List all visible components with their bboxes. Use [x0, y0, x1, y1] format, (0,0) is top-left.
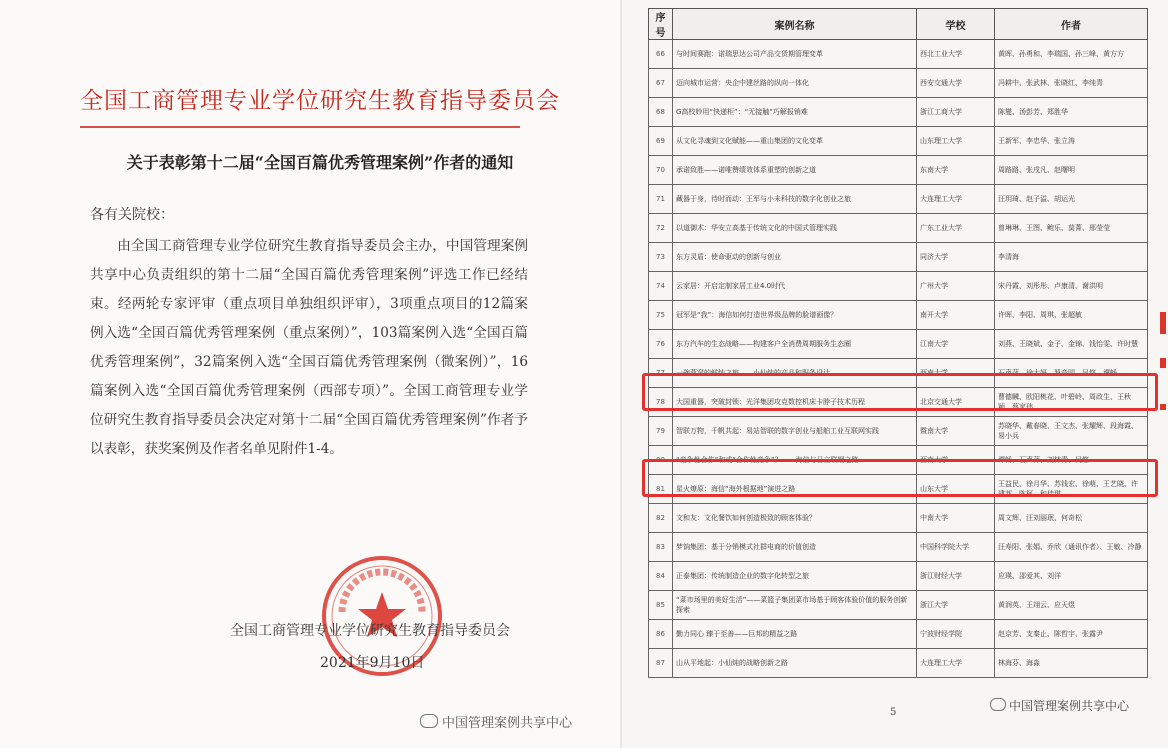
cell-no: 76	[649, 330, 673, 359]
cell-authors: 汪玥琦、赵子溢、胡运光	[995, 185, 1148, 214]
cell-title: 云家居：开启定制家居工业4.0时代	[673, 272, 917, 301]
cell-no: 84	[649, 562, 673, 591]
table-row	[649, 185, 1148, 214]
cell-school: 南开大学	[917, 301, 995, 330]
cell-authors: 王新军、李忠华、张立涛	[995, 127, 1148, 156]
cell-no: 81	[649, 475, 673, 504]
table-row	[649, 40, 1148, 69]
cell-authors: 应瑛、邵爱其、刘洋	[995, 562, 1148, 591]
cell-no: 78	[649, 388, 673, 417]
cell-authors: 苏晓华、戴春晓、王文杰、张耀辉、段海霞、易小兵	[995, 417, 1148, 446]
table-row	[649, 649, 1148, 678]
header-school: 学校	[917, 9, 995, 40]
cell-no: 66	[649, 40, 673, 69]
cell-school: 北京交通大学	[917, 388, 995, 417]
cell-no: 68	[649, 98, 673, 127]
cell-school: 浙江财经大学	[917, 562, 995, 591]
watermark-right	[990, 697, 1129, 714]
cell-title: 文和友：文化餐饮如何创造极致的顾客体验？	[673, 504, 917, 533]
cell-school: 暨南大学	[917, 417, 995, 446]
cell-no: 72	[649, 214, 673, 243]
cell-authors: 林海芬、海淼	[995, 649, 1148, 678]
cell-no: 71	[649, 185, 673, 214]
cell-title: 山从平地起：小仙炖的战略创新之路	[673, 649, 917, 678]
cell-school: 西南大学	[917, 359, 995, 388]
cell-title: 东方灵盾：使命驱动的创新与创业	[673, 243, 917, 272]
cell-no: 79	[649, 417, 673, 446]
cell-school: 浙江大学	[917, 591, 995, 620]
table-row	[649, 533, 1148, 562]
cell-authors: 曾琳琳、王图、鲍乐、莫菁、邢莹莹	[995, 214, 1148, 243]
edge-mark	[1160, 404, 1166, 410]
cell-no: 77	[649, 359, 673, 388]
cell-title: G高校妙用“快递柜”：“无接触”巧解报销难	[673, 98, 917, 127]
cell-no: 69	[649, 127, 673, 156]
wechat-icon	[990, 698, 1006, 711]
table-row	[649, 301, 1148, 330]
cell-authors: 陈燮、汤彭芳、郑胜华	[995, 98, 1148, 127]
signature-organization: 全国工商管理专业学位研究生教育指导委员会	[230, 623, 510, 639]
cell-title: 从文化寻魂到文化赋能——重山集团的文化变革	[673, 127, 917, 156]
notice-body: 由全国工商管理专业学位研究生教育指导委员会主办，中国管理案例共享中心负责组织的第十二届“全国百篇优秀管理案例”评选工作已经结束。经两轮专家评审（重点项目单独组织评审），3项重点项目的12篇案例入选“全国百篇优秀管理案例（重点案例）”，103篇案例入选“全国百篇优秀管理案例”，32篇案例入选“全国百篇优秀管理案例（微案例）”，16篇案例入选“全国百篇优秀管理案例（西部专项）”。全国工商管理专业学位研究生教育指导委员会决定对第十二届“全国百篇优秀管理案例”作者予以表彰，获奖案例及作者名单见附件1-4。	[90, 238, 528, 457]
cell-title: “菜市场里的美好生活”——菜篮子集团菜市场基于顾客体验价值的服务创新探索	[673, 591, 917, 620]
cell-school: 中南大学	[917, 504, 995, 533]
cell-title: 冠军是“我”：海信如何打造世界级品牌的脸谱画像？	[673, 301, 917, 330]
cell-authors: 许晖、李阳、周琪、张超敏	[995, 301, 1148, 330]
cell-title: 与时间赛跑：诺瑞思达公司产品交货期管理变革	[673, 40, 917, 69]
salutation: 各有关院校：	[90, 207, 174, 223]
wechat-icon	[420, 714, 438, 728]
cell-title: 承诺致胜——诺唯赞绩效体系重塑的创新之道	[673, 156, 917, 185]
cell-no: 75	[649, 301, 673, 330]
cell-school: 广东工业大学	[917, 214, 995, 243]
cell-authors: 黄晖、孙勇和、李瑞国、孙三峰、黄方方	[995, 40, 1148, 69]
cell-authors: 李清海	[995, 243, 1148, 272]
cell-authors: 黄润英、王翊云、应天煜	[995, 591, 1148, 620]
cell-authors: 汪寿阳、张娟、乔欣（通讯作者）、王敏、冷静	[995, 533, 1148, 562]
cell-school: 山东理工大学	[917, 127, 995, 156]
table-header-row	[649, 9, 1148, 40]
table-row	[649, 156, 1148, 185]
highlight-box-row-80	[642, 459, 1158, 497]
notice-title: 关于表彰第十二届“全国百篇优秀管理案例”作者的通知	[126, 153, 514, 172]
issuing-organization-title: 全国工商管理专业学位研究生教育指导委员会	[80, 88, 560, 114]
edge-mark	[1160, 312, 1166, 334]
cell-authors: 赵京芳、支秦止、陈哲宇、张露尹	[995, 620, 1148, 649]
table-row	[649, 504, 1148, 533]
table-row	[649, 591, 1148, 620]
cell-school: 西安交通大学	[917, 69, 995, 98]
header-title: 案例名称	[673, 9, 917, 40]
cell-authors: 周路路、张戌凡、赵曙明	[995, 156, 1148, 185]
cell-title: “竞争性合作”和或“合作性竞争”？——海信与日立联姻之路	[673, 446, 917, 475]
table-row	[649, 620, 1148, 649]
cell-school: 广州大学	[917, 272, 995, 301]
table-row	[649, 562, 1148, 591]
table-row	[649, 214, 1148, 243]
cell-no: 80	[649, 446, 673, 475]
cell-title: 星火燎原：海信“海外根据地”演进之路	[673, 475, 917, 504]
cell-title: 一碗燕窝的鲜炖之旅——小仙炖的产品和服务设计	[673, 359, 917, 388]
cell-school: 大连理工大学	[917, 649, 995, 678]
award-table	[648, 8, 1148, 678]
highlight-box-row-77	[642, 373, 1158, 411]
header-no: 序号	[649, 9, 673, 40]
header-authors: 作者	[995, 9, 1148, 40]
cell-title: 以道御术：华安立高基于传统文化的中国式管理实践	[673, 214, 917, 243]
cell-title: 勤力同心 臻于至善——巨邦的精益之路	[673, 620, 917, 649]
cell-no: 73	[649, 243, 673, 272]
cell-authors: 刘燕、王晓斌、金子、金锦、钱怡雯、许时慧	[995, 330, 1148, 359]
watermark-text: 中国管理案例共享中心	[442, 716, 573, 731]
cell-school: 东南大学	[917, 156, 995, 185]
cell-title: 正泰集团：传统制造企业的数字化转型之旅	[673, 562, 917, 591]
cell-authors: 石声萍、徐大妍、罗竞园、吴悠、谭畅	[995, 359, 1148, 388]
table-row	[649, 417, 1148, 446]
cell-no: 82	[649, 504, 673, 533]
cell-school: 江南大学	[917, 330, 995, 359]
table-row	[649, 272, 1148, 301]
table-row	[649, 127, 1148, 156]
cell-title: 梦饷集团：基于分销模式社群电商的价值创造	[673, 533, 917, 562]
cell-title: 大国重器，突破封锁：光洋集团攻克数控机床卡脖子技术历程	[673, 388, 917, 417]
signature-date: 2021年9月10日	[320, 655, 425, 671]
cell-no: 74	[649, 272, 673, 301]
cell-authors: 王益民、徐月华、苏钱宏、徐萌、王艺晓、许建邦、陈柯、和佳琪	[995, 475, 1148, 504]
cell-authors: 周文辉、汪刘丽珉、何奇松	[995, 504, 1148, 533]
cell-authors: 谭畅、石声萍、刘林青、吴悠	[995, 446, 1148, 475]
cell-authors: 宋丹霞、刘彤彤、卢康清、谢洪明	[995, 272, 1148, 301]
cell-title: 藏器于身，待时而动：王军与小未科技的数字化创业之旅	[673, 185, 917, 214]
cell-title: 东方汽车的生态战略——构建客户全消费周期服务生态圈	[673, 330, 917, 359]
cell-title: 迈向城市运营：央企中建丝路的纵向一体化	[673, 69, 917, 98]
cell-school: 山东大学	[917, 475, 995, 504]
cell-school: 大连理工大学	[917, 185, 995, 214]
cell-school: 宁波财经学院	[917, 620, 995, 649]
cell-no: 86	[649, 620, 673, 649]
cell-school: 西南大学	[917, 446, 995, 475]
page-number: 5	[890, 707, 897, 718]
cell-school: 浙江工商大学	[917, 98, 995, 127]
cell-authors: 冯耕中、张武林、张晓红、李纯青	[995, 69, 1148, 98]
cell-title: 智联万物，千帆共起：易站智联的数字创业与船舶工业互联网实践	[673, 417, 917, 446]
table-row	[649, 243, 1148, 272]
edge-mark	[1160, 358, 1166, 368]
cell-school: 同济大学	[917, 243, 995, 272]
cell-school: 中国科学院大学	[917, 533, 995, 562]
cell-no: 83	[649, 533, 673, 562]
cell-authors: 曹德麟、欧阳桃花、叶碧岭、周政生、王秋颖、蔡家玮	[995, 388, 1148, 417]
cell-no: 67	[649, 69, 673, 98]
header-divider	[80, 126, 520, 128]
watermark-left	[420, 712, 572, 731]
cell-school: 西北工业大学	[917, 40, 995, 69]
table-row	[649, 69, 1148, 98]
table-row	[649, 330, 1148, 359]
cell-no: 87	[649, 649, 673, 678]
cell-no: 85	[649, 591, 673, 620]
cell-no: 70	[649, 156, 673, 185]
table-row	[649, 98, 1148, 127]
watermark-text: 中国管理案例共享中心	[1009, 699, 1130, 713]
